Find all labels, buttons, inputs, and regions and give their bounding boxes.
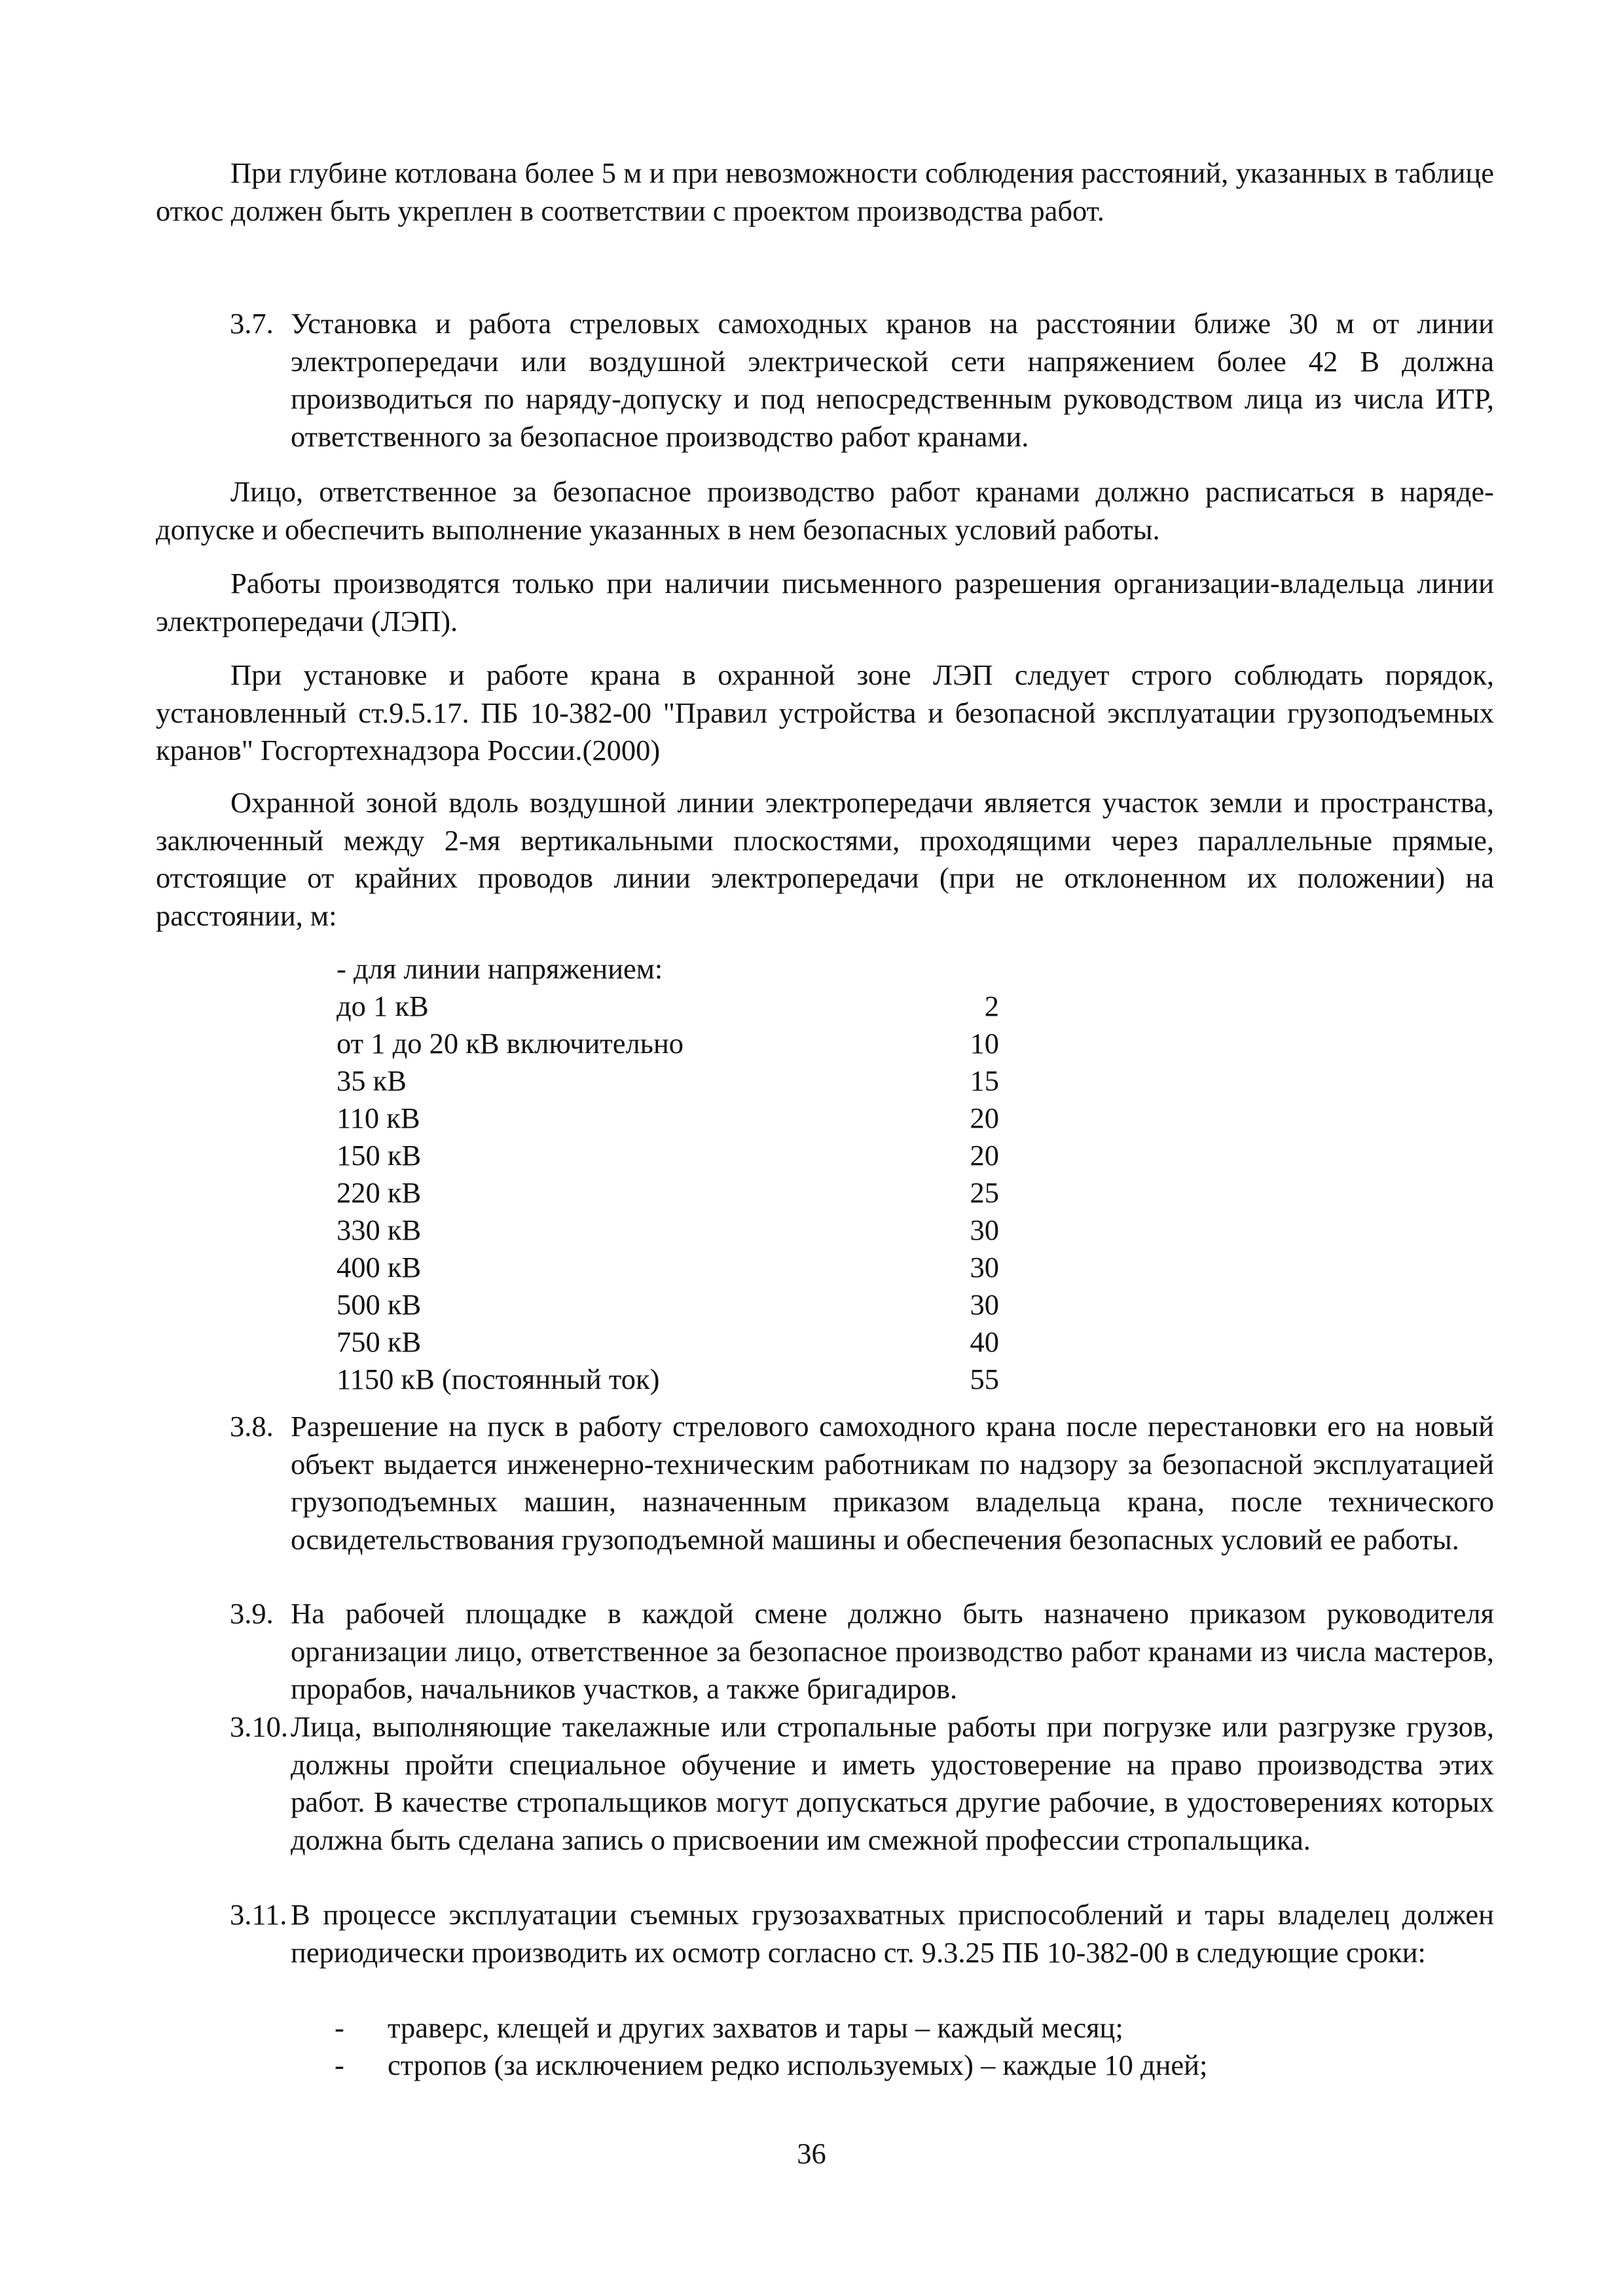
- voltage-label: до 1 кВ: [337, 990, 429, 1022]
- paragraph-zone-definition: Охранной зоной вдоль воздушной линии электропередачи является участок земли и пространства, заключенный между 2-мя вертикальными плоскостями, проходящими через параллельные прямые, отстоящие от крайних проводов линии электропередачи (при не отклоненном их положении) на расстоянии, м:: [156, 786, 1494, 932]
- distance-value: 25: [970, 1176, 999, 1209]
- item-text: На рабочей площадке в каждой смене должно быть назначено приказом руководителя организации лицо, ответственное за безопасное производство работ кранами из числа мастеров, прорабов, начальников участков, а также бригадиров.: [291, 1597, 1494, 1705]
- voltage-label: 220 кВ: [337, 1176, 422, 1209]
- table-row: [337, 1137, 999, 1174]
- voltage-label: 500 кВ: [337, 1288, 422, 1321]
- voltage-label: 1150 кВ (постоянный ток): [337, 1363, 660, 1395]
- distance-value: 55: [970, 1363, 999, 1395]
- paragraph-responsible: Лицо, ответственное за безопасное производство работ кранами должно расписаться в наряде-допуске и обеспечить выполнение указанных в нем безопасных условий работы.: [156, 475, 1494, 546]
- table-row: [337, 988, 999, 1025]
- paragraph-protected-zone: При установке и работе крана в охранной зоне ЛЭП следует строго соблюдать порядок, установленный ст.9.5.17. ПБ 10-382-00 "Правил устройства и безопасной эксплуатации грузоподъемных кранов" Госгортехнадзора России.(2000): [156, 658, 1494, 766]
- table-row: [337, 1286, 999, 1323]
- list-dash: -: [335, 2049, 344, 2081]
- list-dash: -: [335, 2011, 344, 2044]
- table-row: [337, 1211, 999, 1249]
- intro-paragraph: При глубине котлована более 5 м и при невозможности соблюдения расстояний, указанных в таблице откос должен быть укреплен в соответствии с проектом производства работ.: [156, 156, 1494, 227]
- voltage-label: 110 кВ: [337, 1102, 420, 1134]
- item-text: Лица, выполняющие такелажные или стропальные работы при погрузке или разгрузке грузов, должны пройти специальное обучение и иметь удостоверение на право производства этих работ. В качестве стропальщиков могут допускаться другие рабочие, в удостоверениях которых должна быть сделана запись о присвоении им смежной профессии стропальщика.: [291, 1710, 1494, 1856]
- distance-value: 2: [984, 990, 999, 1022]
- voltage-label: 150 кВ: [337, 1139, 422, 1172]
- distance-value: 30: [970, 1288, 999, 1321]
- table-row: [337, 1100, 999, 1137]
- table-heading: - для линии напряжением:: [337, 952, 663, 985]
- voltage-label: 400 кВ: [337, 1251, 422, 1283]
- voltage-label: 750 кВ: [337, 1325, 422, 1358]
- table-row: [337, 1062, 999, 1100]
- table-row: [337, 1361, 999, 1398]
- voltage-label: 330 кВ: [337, 1213, 422, 1246]
- distance-value: 30: [970, 1213, 999, 1246]
- distance-value: 10: [970, 1027, 999, 1060]
- table-row: [337, 1249, 999, 1286]
- list-item: траверс, клещей и других захватов и тары – каждый месяц;: [388, 2011, 1123, 2044]
- item-text: В процессе эксплуатации съемных грузозахватных приспособлений и тары владелец должен периодически производить их осмотр согласно ст. 9.3.25 ПБ 10-382-00 в следующие сроки:: [291, 1898, 1494, 1969]
- item-number: 3.10.: [230, 1710, 288, 1743]
- item-number: 3.9.: [230, 1597, 274, 1630]
- table-row: [337, 1174, 999, 1211]
- item-number: 3.7.: [230, 307, 274, 340]
- voltage-label: 35 кВ: [337, 1064, 407, 1097]
- table-row: [337, 1323, 999, 1361]
- distance-value: 30: [970, 1251, 999, 1283]
- distance-value: 20: [970, 1139, 999, 1172]
- list-item: стропов (за исключением редко используемых) – каждые 10 дней;: [388, 2049, 1208, 2081]
- page-number: 36: [797, 2137, 826, 2170]
- table-row: [337, 1025, 999, 1062]
- item-number: 3.11.: [230, 1898, 287, 1931]
- item-text: Установка и работа стреловых самоходных кранов на расстоянии ближе 30 м от линии электропередачи или воздушной электрической сети напряжением более 42 В должна производиться по наряду-допуску и под непосредственным руководством лица из числа ИТР, ответственного за безопасное производство работ кранами.: [291, 307, 1494, 453]
- voltage-label: от 1 до 20 кВ включительно: [337, 1027, 684, 1060]
- distance-value: 40: [970, 1325, 999, 1358]
- item-number: 3.8.: [230, 1410, 274, 1443]
- paragraph-permission: Работы производятся только при наличии письменного разрешения организации-владельца линии электропередачи (ЛЭП).: [156, 567, 1494, 637]
- item-text: Разрешение на пуск в работу стрелового самоходного крана после перестановки его на новый объект выдается инженерно-техническим работникам по надзору за безопасной эксплуатацией грузоподъемных машин, назначенным приказом владельца крана, после технического освидетельствования грузоподъемной машины и обеспечения безопасных условий ее работы.: [291, 1410, 1494, 1556]
- distance-value: 15: [970, 1064, 999, 1097]
- distance-value: 20: [970, 1102, 999, 1134]
